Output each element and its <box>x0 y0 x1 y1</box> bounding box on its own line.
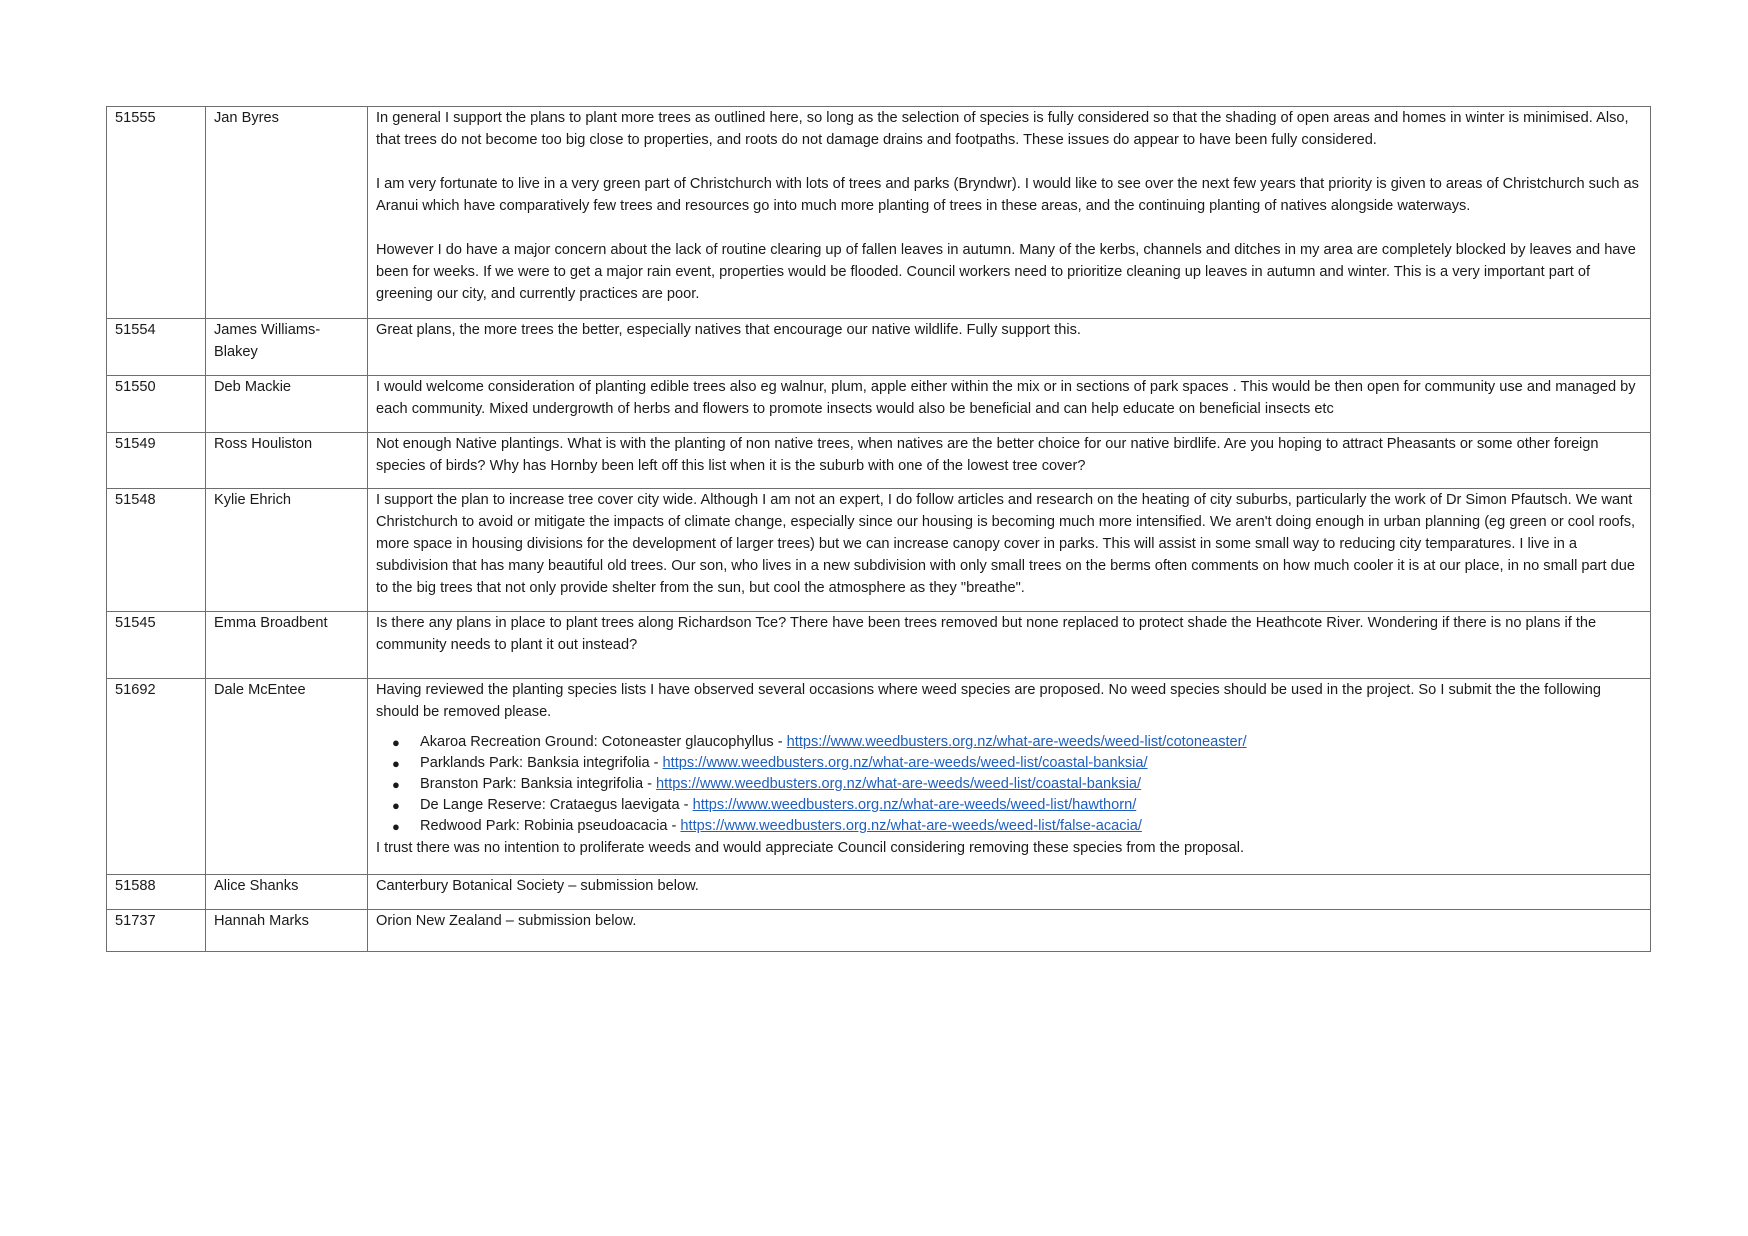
submission-id: 51554 <box>107 319 206 376</box>
submission-id: 51588 <box>107 875 206 910</box>
submission-text <box>368 107 1651 319</box>
table-row <box>107 679 1651 875</box>
weedbusters-link[interactable]: https://www.weedbusters.org.nz/what-are-weeds/weed-list/hawthorn/ <box>692 797 1137 813</box>
weedbusters-link[interactable]: https://www.weedbusters.org.nz/what-are-weeds/weed-list/false-acacia/ <box>680 818 1142 834</box>
table-row <box>107 107 1651 319</box>
submission-paragraph: I support the plan to increase tree cover city wide. Although I am not an expert, I do follow articles and research on the heating of city suburbs, particularly the work of Dr Simon Pfautsch. We want Christchurch to avoid or mitigate the impacts of climate change, especially since our housing is becoming much more intensified. We aren't doing enough in urban planning (eg green or cool roofs, more space in housing divisions for the development of larger trees) but we can increase canopy cover in parks. This will assist in some small way to reducing city temparatures. I live in a subdivision that has many beautiful old trees. Our son, who lives in a new subdivision with only small trees on the berms often comments on how much cooler it is at our place, in no small part due to the big trees that not only provide shelter from the sun, but cool the atmosphere as they "breathe". <box>376 492 1636 596</box>
table-row <box>107 433 1651 489</box>
submitter-name: Emma Broadbent <box>206 612 368 679</box>
list-item <box>392 774 1642 795</box>
table-row <box>107 910 1651 952</box>
list-item <box>392 753 1642 774</box>
submitter-name: Jan Byres <box>206 107 368 319</box>
submitter-name: Dale McEntee <box>206 679 368 875</box>
bullet-icon: ● <box>392 798 400 813</box>
bullet-icon: ● <box>392 756 400 771</box>
table-row <box>107 875 1651 910</box>
submission-paragraph: Orion New Zealand – submission below. <box>376 913 637 929</box>
submission-text <box>368 612 1651 679</box>
bullet-icon: ● <box>392 777 400 792</box>
submission-id: 51692 <box>107 679 206 875</box>
bullet-icon: ● <box>392 735 400 750</box>
submission-paragraph: Canterbury Botanical Society – submission below. <box>376 878 699 894</box>
submitter-name: Deb Mackie <box>206 376 368 433</box>
submissions-page <box>106 106 1651 952</box>
submission-paragraph: Having reviewed the planting species lists I have observed several occasions where weed species are proposed. No weed species should be used in the project. So I submit the the following should be removed please. <box>376 682 1601 720</box>
submission-id: 51737 <box>107 910 206 952</box>
submissions-table <box>106 106 1651 952</box>
submission-paragraph: Is there any plans in place to plant trees along Richardson Tce? There have been trees removed but none replaced to protect shade the Heathcote River. Wondering if there is no plans if the community needs to plant it out instead? <box>376 615 1597 653</box>
submission-text <box>368 376 1651 433</box>
weedbusters-link[interactable]: https://www.weedbusters.org.nz/what-are-weeds/weed-list/cotoneaster/ <box>786 734 1247 750</box>
list-item <box>392 816 1642 837</box>
table-row <box>107 489 1651 612</box>
submission-paragraph: I trust there was no intention to proliferate weeds and would appreciate Council considering removing these species from the proposal. <box>376 840 1245 856</box>
submission-text <box>368 875 1651 910</box>
weed-species-label: Parklands Park: Banksia integrifolia - <box>420 755 663 771</box>
submission-text <box>368 910 1651 952</box>
submission-id: 51548 <box>107 489 206 612</box>
weed-species-label: Akaroa Recreation Ground: Cotoneaster glaucophyllus - <box>420 734 787 750</box>
submission-paragraph: In general I support the plans to plant more trees as outlined here, so long as the selection of species is fully considered so that the shading of open areas and homes in winter is minimised. Also, that trees do not become too big close to properties, and roots do not damage drains and footpaths. These issues do appear to have been fully considered. <box>376 110 1629 148</box>
bullet-icon: ● <box>392 819 400 834</box>
submission-id: 51555 <box>107 107 206 319</box>
table-row <box>107 376 1651 433</box>
weedbusters-link[interactable]: https://www.weedbusters.org.nz/what-are-weeds/weed-list/coastal-banksia/ <box>662 755 1148 771</box>
submission-text <box>368 489 1651 612</box>
submission-paragraph: I am very fortunate to live in a very green part of Christchurch with lots of trees and parks (Bryndwr). I would like to see over the next few years that priority is given to areas of Christchurch such as Aranui which have comparatively few trees and resources go into much more planting of trees in these areas, and the continuing planting of natives alongside waterways. <box>376 176 1639 214</box>
submission-text <box>368 433 1651 489</box>
submission-paragraph: Great plans, the more trees the better, especially natives that encourage our native wildlife. Fully support this. <box>376 322 1081 338</box>
weed-species-label: Redwood Park: Robinia pseudoacacia - <box>420 818 681 834</box>
submission-id: 51549 <box>107 433 206 489</box>
submission-paragraph: I would welcome consideration of planting edible trees also eg walnur, plum, apple either within the mix or in sections of park spaces . This would be then open for community use and managed by each community. Mixed undergrowth of herbs and flowers to promote insects would also be beneficial and can help educate on beneficial insects etc <box>376 379 1636 417</box>
submitter-name: Hannah Marks <box>206 910 368 952</box>
submitter-name: Alice Shanks <box>206 875 368 910</box>
weed-species-list <box>376 732 1642 837</box>
list-item <box>392 795 1642 816</box>
submission-text <box>368 319 1651 376</box>
submitter-name: James Williams-Blakey <box>206 319 368 376</box>
submission-paragraph: However I do have a major concern about the lack of routine clearing up of fallen leaves in autumn. Many of the kerbs, channels and ditches in my area are completely blocked by leaves and have been for weeks. If we were to get a major rain event, properties would be flooded. Council workers need to prioritize cleaning up leaves in autumn and winter. This is a very important part of greening our city, and currently practices are poor. <box>376 242 1636 302</box>
list-item <box>392 732 1642 753</box>
table-row <box>107 319 1651 376</box>
table-row <box>107 612 1651 679</box>
weedbusters-link[interactable]: https://www.weedbusters.org.nz/what-are-weeds/weed-list/coastal-banksia/ <box>656 776 1142 792</box>
submission-text <box>368 679 1651 875</box>
submission-paragraph: Not enough Native plantings. What is with the planting of non native trees, when natives are the better choice for our native birdlife. Are you hoping to attract Pheasants or some other foreign species of birds? Why has Hornby been left off this list when it is the suburb with one of the lowest tree cover? <box>376 436 1599 474</box>
weed-species-label: De Lange Reserve: Crataegus laevigata - <box>420 797 693 813</box>
submitter-name: Kylie Ehrich <box>206 489 368 612</box>
submitter-name: Ross Houliston <box>206 433 368 489</box>
submission-id: 51550 <box>107 376 206 433</box>
submission-id: 51545 <box>107 612 206 679</box>
weed-species-label: Branston Park: Banksia integrifolia - <box>420 776 657 792</box>
